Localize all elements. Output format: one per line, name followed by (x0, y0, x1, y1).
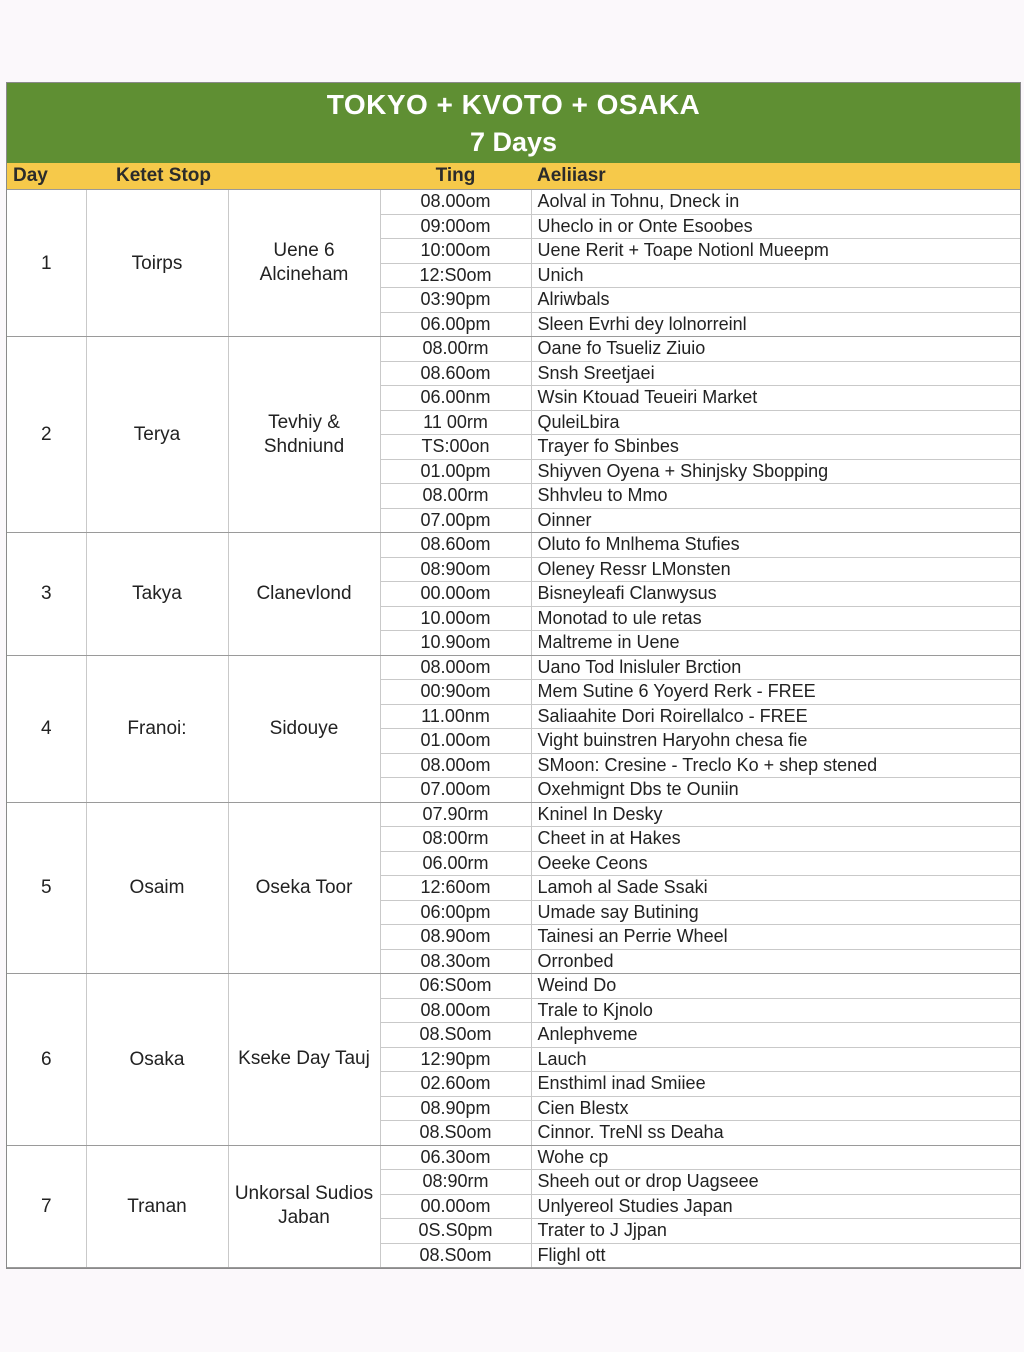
area-cell: Kseke Day Tauj (228, 974, 380, 1146)
time-cell: 06.00nm (380, 386, 531, 411)
time-cell: 03:90pm (380, 288, 531, 313)
table-row (7, 974, 1020, 999)
area-cell: Uene 6 Alcineham (228, 190, 380, 337)
time-cell: 07.90rm (380, 802, 531, 827)
time-cell: 00.00om (380, 1194, 531, 1219)
activity-cell: Vight buinstren Haryohn chesa fie (531, 729, 1020, 754)
day-cell: 4 (7, 655, 86, 802)
activity-cell: Shhvleu to Mmo (531, 484, 1020, 509)
area-cell: Unkorsal Sudios Jaban (228, 1145, 380, 1268)
activity-cell: Mem Sutine 6 Yoyerd Rerk - FREE (531, 680, 1020, 705)
activity-cell: Sheeh out or drop Uagseee (531, 1170, 1020, 1195)
activity-cell: Sleen Evrhi dey lolnorreinl (531, 312, 1020, 337)
time-cell: 00.00om (380, 582, 531, 607)
activity-cell: Oinner (531, 508, 1020, 533)
itinerary-sheet (6, 82, 1021, 1269)
time-cell: 00:90om (380, 680, 531, 705)
day-cell: 6 (7, 974, 86, 1146)
activity-cell: Oluto fo Mnlhema Stufies (531, 533, 1020, 558)
time-cell: 10.00om (380, 606, 531, 631)
day-cell: 3 (7, 533, 86, 656)
time-cell: 12:60om (380, 876, 531, 901)
activity-cell: Uano Tod lnisluler Brction (531, 655, 1020, 680)
time-cell: 09:00om (380, 214, 531, 239)
activity-cell: Lamoh al Sade Ssaki (531, 876, 1020, 901)
activity-cell: Trater to J Jjpan (531, 1219, 1020, 1244)
time-cell: 12:90pm (380, 1047, 531, 1072)
activity-cell: SMoon: Cresine - Treclo Ko + shep stened (531, 753, 1020, 778)
area-cell: Sidouye (228, 655, 380, 802)
itinerary-body (7, 190, 1020, 1268)
time-cell: 0S.S0pm (380, 1219, 531, 1244)
header-time: Ting (380, 163, 531, 190)
time-cell: 06.00rm (380, 851, 531, 876)
activity-cell: Umade say Butining (531, 900, 1020, 925)
activity-cell: Shiyven Oyena + Shinjsky Sbopping (531, 459, 1020, 484)
activity-cell: Uheclo in or Onte Esoobes (531, 214, 1020, 239)
area-cell: Tevhiy & Shdniund (228, 337, 380, 533)
activity-cell: Cheet in at Hakes (531, 827, 1020, 852)
header-day: Day (7, 163, 86, 190)
time-cell: 08:90om (380, 557, 531, 582)
time-cell: 10.90om (380, 631, 531, 656)
day-cell: 7 (7, 1145, 86, 1268)
activity-cell: Monotad to ule retas (531, 606, 1020, 631)
activity-cell: Uene Rerit + Toape Notionl Mueepm (531, 239, 1020, 264)
activity-cell: Oxehmignt Dbs te Ouniin (531, 778, 1020, 803)
time-cell: 06.30om (380, 1145, 531, 1170)
table-row (7, 1145, 1020, 1170)
activity-cell: Flighl ott (531, 1243, 1020, 1268)
time-cell: 01.00pm (380, 459, 531, 484)
activity-cell: Wsin Ktouad Teueiri Market (531, 386, 1020, 411)
time-cell: 08.90pm (380, 1096, 531, 1121)
time-cell: 11 00rm (380, 410, 531, 435)
header-area (228, 163, 380, 190)
table-row (7, 802, 1020, 827)
itinerary-title: TOKYO + KVOTO + OSAKA (326, 89, 701, 120)
activity-cell: Aolval in Tohnu, Dneck in (531, 190, 1020, 215)
activity-cell: Ensthiml inad Smiiee (531, 1072, 1020, 1097)
time-cell: 08.S0om (380, 1243, 531, 1268)
activity-cell: Tainesi an Perrie Wheel (531, 925, 1020, 950)
table-row (7, 337, 1020, 362)
activity-cell: Anlephveme (531, 1023, 1020, 1048)
activity-cell: Unich (531, 263, 1020, 288)
time-cell: 07.00om (380, 778, 531, 803)
activity-cell: Maltreme in Uene (531, 631, 1020, 656)
area-cell: Oseka Toor (228, 802, 380, 974)
time-cell: 10:00om (380, 239, 531, 264)
time-cell: 07.00pm (380, 508, 531, 533)
time-cell: 08.30om (380, 949, 531, 974)
activity-cell: Oane fo Tsueliz Ziuio (531, 337, 1020, 362)
time-cell: 08.00rm (380, 484, 531, 509)
time-cell: 08.S0om (380, 1023, 531, 1048)
time-cell: TS:00on (380, 435, 531, 460)
time-cell: 08.00om (380, 190, 531, 215)
header-activity: Aeliiasr (531, 163, 1020, 190)
activity-cell: Trayer fo Sbinbes (531, 435, 1020, 460)
stop-cell: Takya (86, 533, 228, 656)
activity-cell: Orronbed (531, 949, 1020, 974)
itinerary-subtitle: 7 Days (469, 127, 558, 157)
activity-cell: QuleiLbira (531, 410, 1020, 435)
table-row (7, 533, 1020, 558)
time-cell: 01.00om (380, 729, 531, 754)
header-row (7, 163, 1020, 190)
header-stop: Ketet Stop (86, 163, 228, 190)
activity-cell: Alriwbals (531, 288, 1020, 313)
time-cell: 08.S0om (380, 1121, 531, 1146)
time-cell: 02.60om (380, 1072, 531, 1097)
stop-cell: Terya (86, 337, 228, 533)
activity-cell: Snsh Sreetjaei (531, 361, 1020, 386)
time-cell: 08.00om (380, 655, 531, 680)
time-cell: 06:S0om (380, 974, 531, 999)
time-cell: 12:S0om (380, 263, 531, 288)
activity-cell: Oeeke Ceons (531, 851, 1020, 876)
activity-cell: Bisneyleafi Clanwysus (531, 582, 1020, 607)
itinerary-table (7, 163, 1020, 1268)
time-cell: 08.00rm (380, 337, 531, 362)
time-cell: 08.00om (380, 753, 531, 778)
day-cell: 1 (7, 190, 86, 337)
day-cell: 5 (7, 802, 86, 974)
stop-cell: Toirps (86, 190, 228, 337)
time-cell: 08.00om (380, 998, 531, 1023)
activity-cell: Unlyereol Studies Japan (531, 1194, 1020, 1219)
activity-cell: Saliaahite Dori Roirellalco - FREE (531, 704, 1020, 729)
time-cell: 11.00nm (380, 704, 531, 729)
activity-cell: Cien Blestx (531, 1096, 1020, 1121)
activity-cell: Oleney Ressr LMonsten (531, 557, 1020, 582)
table-row (7, 190, 1020, 215)
stop-cell: Tranan (86, 1145, 228, 1268)
activity-cell: Lauch (531, 1047, 1020, 1072)
activity-cell: Weind Do (531, 974, 1020, 999)
time-cell: 08.60om (380, 361, 531, 386)
time-cell: 06:00pm (380, 900, 531, 925)
day-cell: 2 (7, 337, 86, 533)
time-cell: 06.00pm (380, 312, 531, 337)
stop-cell: Osaka (86, 974, 228, 1146)
activity-cell: Kninel In Desky (531, 802, 1020, 827)
stop-cell: Franoi: (86, 655, 228, 802)
activity-cell: Wohe cp (531, 1145, 1020, 1170)
activity-cell: Cinnor. TreNl ss Deaha (531, 1121, 1020, 1146)
activity-cell: Trale to Kjnolo (531, 998, 1020, 1023)
time-cell: 08:90rm (380, 1170, 531, 1195)
time-cell: 08.60om (380, 533, 531, 558)
time-cell: 08.90om (380, 925, 531, 950)
time-cell: 08:00rm (380, 827, 531, 852)
area-cell: Clanevlond (228, 533, 380, 656)
title-band (7, 83, 1020, 163)
table-row (7, 655, 1020, 680)
stop-cell: Osaim (86, 802, 228, 974)
